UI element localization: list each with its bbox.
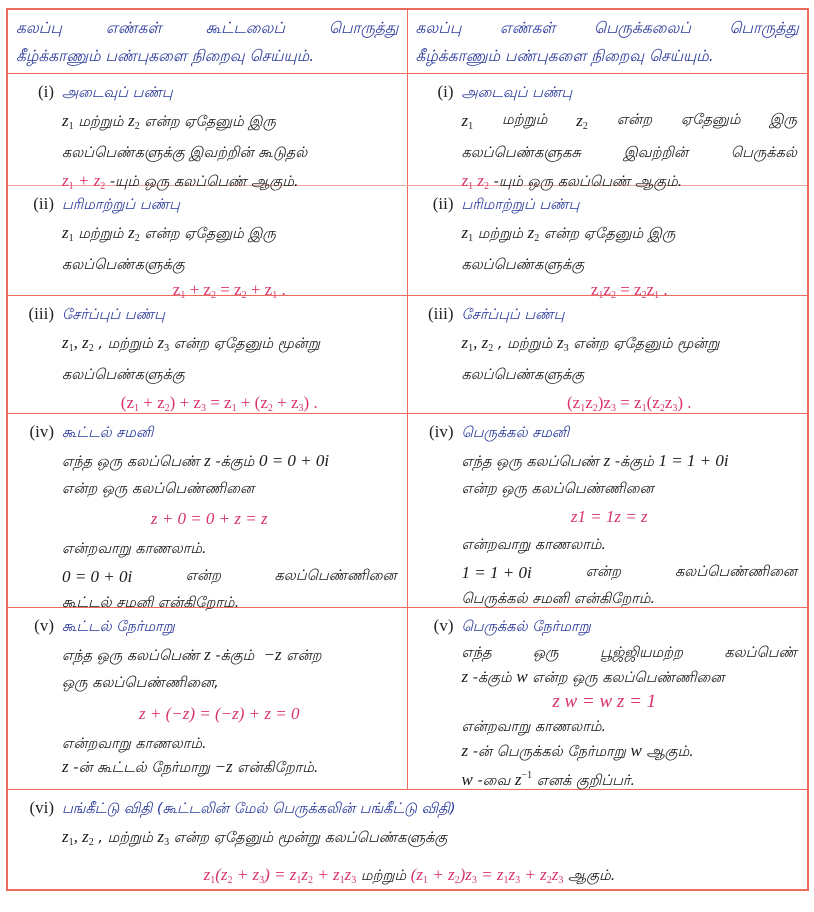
property-title: கூட்டல் நேர்மாறு (62, 619, 175, 635)
identity-addition: (iv) கூட்டல் சமனி எந்த ஒரு கலப்பெண் z -க்கும் 0 = 0 + 0i என்ற ஒரு கலப்பெண்ணினை z + 0 = 0 + z = z என்றவாறு காணலாம். 0 = 0 + 0i என்ற கலப்பெண்ணினை கூட்டல் சமனி என்கிறோம். (8, 414, 408, 607)
identity-formula: z + 0 = 0 + z = z (150, 509, 268, 528)
property-numeral: (i) (37, 82, 54, 101)
closure-addition: (i) அடைவுப் பண்பு $z_1$ மற்றும் $z_2$ என்ற ஏதேனும் இரு கலப்பெண்களுக்கு இவற்றின் கூடுதல் $z_1 + z_2$ -யும் ஒரு கலப்பெண் ஆகும். (8, 74, 408, 185)
additive-identity: 0 = 0 + 0i (258, 451, 330, 470)
header-word: பொருத்து (328, 19, 399, 37)
text: கலப்பெண் (724, 645, 797, 661)
text: ஆகும். (646, 744, 694, 760)
text: மற்றும் (507, 336, 553, 352)
text: ஒரு கலப்பெண்ணினை, (62, 675, 219, 691)
text: மற்றும் (107, 336, 153, 352)
text: -ன் பெருக்கல் நேர்மாறு (472, 744, 626, 760)
text: கலப்பெண்களுகசு (461, 145, 581, 161)
text: என்கிறோம். (237, 760, 319, 776)
property-numeral: (iii) (28, 304, 54, 323)
text: மற்றும் (78, 114, 124, 130)
text: என்ற ஒரு கலப்பெண்ணினை (62, 481, 255, 497)
text: என்ற ஏதேனும் இரு (144, 226, 276, 242)
text: கலப்பெண்ணினை (274, 568, 397, 584)
header-word: கலப்பு (16, 19, 62, 37)
property-title: அடைவுப் பண்பு (62, 85, 173, 101)
text: -க்கும் (215, 648, 255, 664)
property-title: பங்கீட்டு விதி (கூட்டலின் மேல் பெருக்கலின் பங்கீட்டு விதி) (62, 801, 456, 817)
row-identity (8, 413, 807, 611)
additive-identity: 0 = 0 + 0i (62, 567, 133, 586)
commutative-formula: $z_1 + z_2 = z_2 + z_1$ . (172, 280, 286, 301)
text: கலப்பெண்ணினை (675, 564, 797, 580)
property-title: பெருக்கல் சமனி (461, 425, 570, 441)
row-commutative (8, 185, 807, 301)
associative-formula: $(z_1 + z_2) + z_3 = z_1 + (z_2 + z_3)$ . (120, 393, 318, 414)
text: கலப்பெண்களுக்கு (62, 257, 185, 273)
row-associative (8, 295, 807, 413)
text: -யும் ஒரு கலப்பெண் ஆகும். (109, 174, 299, 190)
property-numeral: (v) (34, 616, 54, 635)
distributive-formula-left: $z_1(z_2 + z_3) = z_1z_2 + z_1z_3$ (203, 865, 357, 886)
text: ஒரு (532, 645, 559, 661)
closure-formula: $z_1 + z_2$ (62, 171, 106, 192)
property-title: சேர்ப்புப் பண்பு (461, 307, 565, 323)
header-multiplication (408, 10, 808, 73)
property-title: பரிமாற்றுப் பண்பு (461, 197, 580, 213)
text: பெருக்கல் சமனி என்கிறோம். (461, 591, 656, 607)
text: மற்றும் (107, 830, 153, 846)
inverse-addition: (v) கூட்டல் நேர்மாறு எந்த ஒரு கலப்பெண் z -க்கும் −z என்ற ஒரு கலப்பெண்ணினை, z + (−z) = (−z) + z = 0 என்றவாறு காணலாம். z -ன் கூட்டல் நேர்மாறு −z என்கிறோம். (8, 608, 408, 789)
property-title: சேர்ப்புப் பண்பு (62, 307, 165, 323)
text: என்ற ஏதேனும் இரு (543, 226, 676, 242)
text: மற்றும் (78, 226, 124, 242)
text: என்ற (286, 648, 322, 664)
associative-addition: (iii) சேர்ப்புப் பண்பு $z_1$, $z_2$ , மற்றும் $z_3$ என்ற ஏதேனும் மூன்று கலப்பெண்களுக்கு $(z_1 + z_2) + z_3 = z_1 + (z_2 + z_3)$ . (8, 296, 408, 413)
property-numeral: (iv) (428, 422, 454, 441)
text: மற்றும் (502, 112, 548, 128)
header-row (8, 10, 807, 73)
identity-multiplication: (iv) பெருக்கல் சமனி எந்த ஒரு கலப்பெண் z -க்கும் 1 = 1 + 0i என்ற ஒரு கலப்பெண்ணினை z1 = 1z = z என்றவாறு காணலாம். 1 = 1 + 0i என்ற கலப்பெண்ணினை பெருக்கல் சமனி என்கிறோம். (408, 414, 808, 607)
property-numeral: (iii) (428, 304, 454, 323)
row-closure (8, 73, 807, 192)
text: கலப்பெண்களுக்கு (461, 257, 585, 273)
text: −z (263, 645, 282, 664)
commutative-multiplication: (ii) பரிமாற்றுப் பண்பு $z_1$ மற்றும் $z_2$ என்ற ஏதேனும் இரு கலப்பெண்களுக்கு $z_1z_2 = z_2z_1$ . (408, 186, 808, 295)
text: பெருக்கல் (730, 145, 797, 161)
text: ஏதேனும் (681, 112, 741, 128)
text: எனக் குறிப்பர். (536, 773, 636, 789)
property-numeral: (i) (437, 82, 454, 101)
text: -க்கும் (472, 670, 512, 686)
text: என்ற (185, 568, 221, 584)
text: என்றவாறு காணலாம். (62, 541, 207, 557)
text: -வை (477, 773, 511, 789)
text: எந்த (461, 645, 492, 661)
text: எந்த ஒரு கலப்பெண் (461, 454, 599, 470)
multiplicative-identity: 1 = 1 + 0i (461, 563, 532, 582)
property-title: அடைவுப் பண்பு (461, 85, 573, 101)
header-word: எண்கள் (105, 19, 162, 37)
text: கலப்பெண்களுக்கு (461, 367, 585, 383)
text: கூட்டல் சமனி என்கிறோம். (62, 595, 240, 611)
text: இரு (769, 112, 797, 128)
text: என்றவாறு காணலாம். (62, 736, 207, 752)
row-distributive (8, 789, 807, 889)
inverse-multiplication: (v) பெருக்கல் நேர்மாறு எந்த ஒரு பூஜ்ஜியமற்ற கலப்பெண் z -க்கும் w என்ற ஒரு கலப்பெண்ணினை z w = w z = 1 என்றவாறு காணலாம். z -ன் பெருக்கல் நேர்மாறு w ஆகும். w -வை $z^{-1}$ எனக் குறிப்பர். (408, 608, 808, 789)
text: -க்கும் (215, 454, 255, 470)
text: என்ற ஏதேனும் மூன்று (173, 336, 320, 352)
header-word: கலப்பு (415, 19, 462, 37)
property-title: பரிமாற்றுப் பண்பு (62, 197, 180, 213)
text: என்ற (616, 112, 653, 128)
text: என்ற ஏதேனும் இரு (144, 114, 276, 130)
property-title: பெருக்கல் நேர்மாறு (461, 619, 591, 635)
property-numeral: (iv) (29, 422, 54, 441)
text: என்ற ஒரு கலப்பெண்ணினை (461, 481, 654, 497)
text: என்றவாறு காணலாம். (461, 537, 607, 553)
property-title: கூட்டல் சமனி (62, 425, 154, 441)
row-inverse (8, 607, 807, 789)
commutative-formula: $z_1z_2 = z_2z_1$ . (590, 280, 668, 301)
multiplicative-identity: 1 = 1 + 0i (658, 451, 729, 470)
header-line2: கீழ்க்காணும் பண்புகளை நிறைவு செய்யும். (415, 47, 714, 65)
text: கலப்பெண்களுக்கு (62, 367, 185, 383)
header-line2: கீழ்க்காணும் பண்புகளை நிறைவு செய்யும். (16, 47, 315, 65)
header-word: கூட்டலைப் (205, 19, 285, 37)
text: -ன் கூட்டல் நேர்மாறு (73, 760, 210, 776)
text: எந்த ஒரு கலப்பெண் (62, 648, 200, 664)
header-word: பெருக்கலைப் (594, 19, 691, 37)
text: மற்றும் (477, 226, 524, 242)
header-word: எண்கள் (499, 19, 556, 37)
inverse-formula: z w = w z = 1 (552, 691, 657, 712)
text: கலப்பெண்களுக்கு இவற்றின் கூடுதல் (62, 145, 308, 161)
closure-formula: $z_1$ $z_2$ (461, 171, 489, 192)
identity-formula: z1 = 1z = z (570, 507, 648, 526)
text: -க்கும் (614, 454, 654, 470)
text: -யும் ஒரு கலப்பெண் ஆகும். (493, 174, 683, 190)
text: என்ற (585, 564, 621, 580)
property-numeral: (vi) (29, 798, 54, 817)
text: எந்த ஒரு கலப்பெண் (62, 454, 200, 470)
header-addition (8, 10, 408, 73)
commutative-addition: (ii) பரிமாற்றுப் பண்பு $z_1$ மற்றும் $z_2$ என்ற ஏதேனும் இரு கலப்பெண்களுக்கு $z_1 + z_2 = z_2 + z_1$ . (8, 186, 408, 295)
associative-formula: $(z_1z_2)z_3 = z_1(z_2z_3)$ . (566, 393, 692, 414)
associative-multiplication: (iii) சேர்ப்புப் பண்பு $z_1$, $z_2$ , மற்றும் $z_3$ என்ற ஏதேனும் மூன்று கலப்பெண்களுக்கு $(z_1z_2)z_3 = z_1(z_2z_3)$ . (408, 296, 808, 413)
closure-multiplication: (i) அடைவுப் பண்பு $z_1$ மற்றும் $z_2$ என்ற ஏதேனும் இரு கலப்பெண்களுகசு இவற்றின் பெருக்கல் $z_1$ $z_2$ -யும் ஒரு கலப்பெண் ஆகும். (408, 74, 808, 185)
inverse-formula: z + (−z) = (−z) + z = 0 (139, 704, 300, 723)
text: என்ற ஏதேனும் மூன்று (573, 336, 720, 352)
property-numeral: (ii) (33, 194, 54, 213)
text: என்ற ஏதேனும் மூன்று கலப்பெண்களுக்கு (173, 830, 448, 846)
text: ஆகும். (567, 868, 616, 884)
properties-table (6, 8, 809, 891)
property-numeral: (v) (433, 616, 454, 635)
text: பூஜ்ஜியமற்ற (600, 645, 683, 661)
text: என்றவாறு காணலாம். (461, 719, 607, 735)
text: என்ற ஒரு கலப்பெண்ணினை (532, 670, 725, 686)
header-word: பொருத்து (729, 19, 799, 37)
property-numeral: (ii) (432, 194, 454, 213)
text: இவற்றின் (623, 145, 689, 161)
distributive-formula-right: $(z_1 + z_2)z_3 = z_1z_3 + z_2z_3$ (410, 865, 564, 886)
text: மற்றும் (360, 868, 407, 884)
distributive-law: (vi) பங்கீட்டு விதி (கூட்டலின் மேல் பெருக்கலின் பங்கீட்டு விதி) $z_1$, $z_2$ , மற்றும் $z_3$ என்ற ஏதேனும் மூன்று கலப்பெண்களுக்கு $z_1(z_2 + z_3) = z_1z_2 + z_1z_3$ மற்றும் $(z_1 + z_2)z_3 = z_1z_3 + z_2z_3$ ஆகும். (8, 790, 807, 889)
